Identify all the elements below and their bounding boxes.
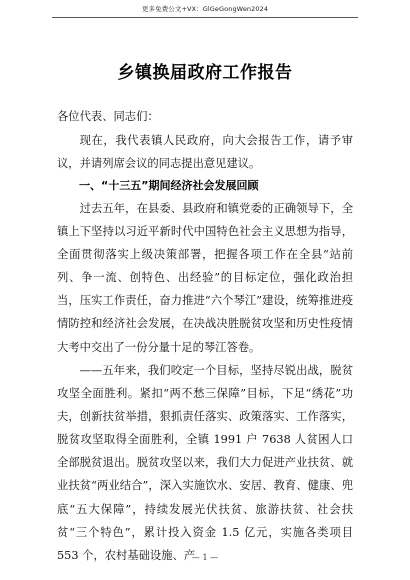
- paragraph-one: 过去五年，在县委、县政府和镇党委的正确领导下，全镇上下坚持以习近平新时代中国特色社会主义思想为指导，全面贯彻落实上级决策部署，把握各项工作在全县“站前列、争一流、创特色、出经验”的目标定位，强化政治担当，压实工作责任，奋力推进“六个琴江”建设，统筹推进疫情防控和经济社会发展，在决战决胜脱贫攻坚和历史性疫情大考中交出了一份分量十足的琴江答卷。: [57, 202, 353, 354]
- page-number: — 1 —: [191, 553, 219, 562]
- header-note: 更多免费公文+VX：GlGeGongWen2024: [141, 5, 269, 13]
- salutation: 各位代表、同志们：: [57, 110, 159, 123]
- header-divider: [52, 17, 358, 18]
- document-title: 乡镇换届政府工作报告: [117, 63, 293, 83]
- paragraph-two: ——五年来，我们咬定一个目标，坚持尽锐出战，脱贫攻坚全面胜利。紧扣“两不愁三保障”目标，下足“绣花”功夫，创新扶贫举措，狠抓责任落实、政策落实、工作落实，脱贫攻坚取得全面胜利，全镇 1991 户 7638 人贫困人口全部脱贫退出。脱贫攻坚以来，我们大力促进产业扶贫、就业扶贫“两业结合”，深入实施饮水、安居、教育、健康、兜底“五大保障”，持续发展光伏扶贫、旅游扶贫、社会扶贫“三个特色”，累计投入资金 1.5 亿元，实施各类项目 553 个，农村基础设施、产: [57, 364, 353, 562]
- intro-paragraph: 现在，我代表镇人民政府，向大会报告工作，请予审议，并请列席会议的同志提出意见建议。: [57, 134, 353, 171]
- section-one-heading: 一、“十三五”期间经济社会发展回顾: [79, 179, 259, 192]
